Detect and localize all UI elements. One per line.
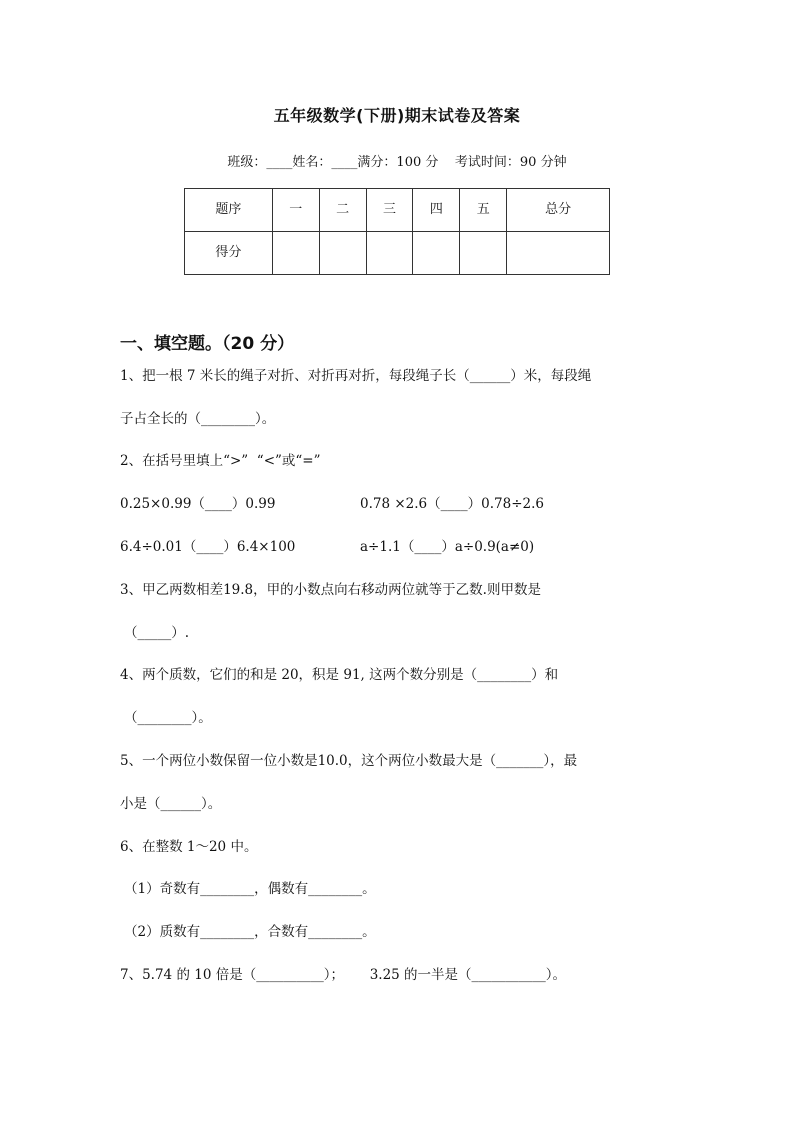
question-1-line-2: 子占全长的（________）。	[120, 411, 276, 427]
score-header-cell: 总分	[507, 189, 610, 232]
question-7: 7、5.74 的 10 倍是（__________）； 3.25 的一半是（___________）。	[120, 967, 567, 983]
question-6-item-2: （2）质数有________，合数有________。	[124, 924, 376, 940]
score-cell	[413, 232, 460, 275]
question-3-line-2: （_____）.	[124, 625, 190, 641]
score-table-score-row	[185, 232, 610, 275]
question-5-line-1: 5、一个两位小数保留一位小数是10.0，这个两位小数最大是（_______），最	[120, 753, 578, 769]
question-2-item-4: a÷1.1（____）a÷0.9(a≠0)	[360, 539, 535, 555]
exam-title: 五年级数学(下册)期末试卷及答案	[273, 106, 521, 125]
score-table	[184, 188, 610, 275]
score-cell	[366, 232, 413, 275]
question-2-item-3: 6.4÷0.01（____）6.4×100	[120, 539, 296, 555]
question-2-item-1: 0.25×0.99（____）0.99	[120, 496, 276, 512]
question-1-line-1: 1、把一根 7 米长的绳子对折、对折再对折，每段绳子长（______）米，每段绳	[120, 368, 592, 384]
score-cell	[319, 232, 366, 275]
score-header-cell: 五	[460, 189, 507, 232]
question-2: 2、在括号里填上“>” “<”或“=”	[120, 453, 321, 469]
question-5-line-2: 小是（______）。	[120, 796, 222, 812]
question-2-item-2: 0.78 ×2.6（____）0.78÷2.6	[360, 496, 544, 512]
score-header-cell: 三	[366, 189, 413, 232]
question-4-line-2: （________）。	[124, 710, 212, 726]
score-cell	[460, 232, 507, 275]
score-cell	[272, 232, 319, 275]
question-4-line-1: 4、两个质数，它们的和是 20，积是 91, 这两个数分别是（________）和	[120, 667, 559, 683]
score-header-cell: 题序	[185, 189, 273, 232]
question-6: 6、在整数 1～20 中。	[120, 839, 258, 855]
question-3-line-1: 3、甲乙两数相差19.8，甲的小数点向右移动两位就等于乙数.则甲数是	[120, 582, 541, 598]
question-6-item-1: （1）奇数有________，偶数有________。	[124, 881, 376, 897]
score-header-cell: 一	[272, 189, 319, 232]
score-header-cell: 四	[413, 189, 460, 232]
section-heading: 一、填空题。（20 分）	[120, 334, 295, 354]
exam-meta-line: 班级：____姓名：____满分：100 分 考试时间：90 分钟	[227, 155, 567, 170]
score-row-label: 得分	[185, 232, 273, 275]
score-table-header-row	[185, 189, 610, 232]
score-header-cell: 二	[319, 189, 366, 232]
score-cell	[507, 232, 610, 275]
